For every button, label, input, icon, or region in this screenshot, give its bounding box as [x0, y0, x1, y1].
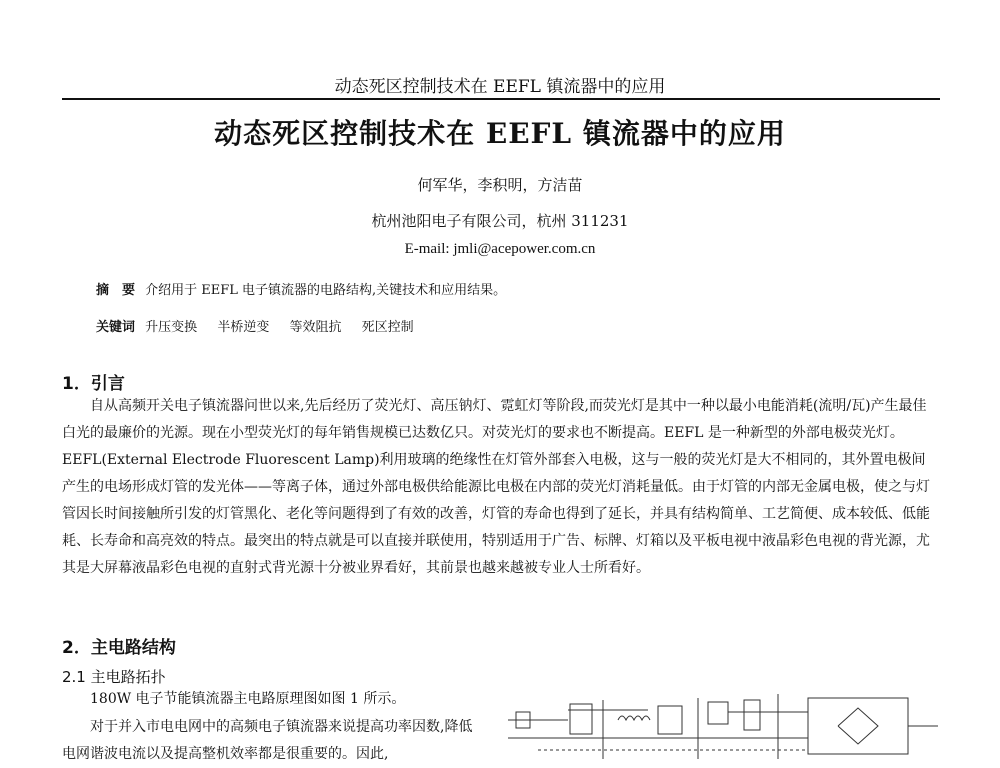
running-head: 动态死区控制技术在 EEFL 镇流器中的应用	[334, 77, 666, 97]
section-1-heading: 1．引言	[62, 374, 125, 394]
keyword: 等效阻抗	[289, 320, 342, 335]
header-rule	[62, 98, 940, 100]
circuit-component	[570, 704, 592, 734]
circuit-component	[658, 706, 682, 734]
abstract	[96, 279, 506, 298]
section-2-1-heading: 2.1 主电路拓扑	[62, 668, 166, 686]
circuit-component	[708, 702, 728, 724]
section-2-1-paragraph-2: 对于并入市电电网中的高频电子镇流器来说提高功率因数,降低电网谐波电流以及提高整机效率都是很重要的。因此,	[62, 719, 473, 762]
keyword: 死区控制	[361, 320, 414, 335]
authors: 何军华，李积明，方洁苗	[417, 176, 583, 194]
bridge-diamond	[838, 708, 878, 744]
email: E-mail: jmli@acepower.com.cn	[404, 241, 596, 257]
abstract-text: 介绍用于 EEFL 电子镇流器的电路结构,关键技术和应用结果。	[145, 283, 507, 298]
keyword: 升压变换	[145, 320, 198, 335]
circuit-component	[744, 700, 760, 730]
keywords	[96, 316, 430, 335]
keyword: 半桥逆变	[217, 320, 270, 335]
affiliation: 杭州池阳电子有限公司，杭州 311231	[371, 212, 629, 230]
circuit-diagram-figure	[508, 690, 938, 759]
inductor-coil	[618, 716, 650, 720]
bridge-rectangle	[808, 698, 908, 754]
keywords-label: 关键词	[96, 320, 136, 335]
section-1-paragraph: 自从高频开关电子镇流器问世以来,先后经历了荧光灯、高压钠灯、霓虹灯等阶段,而荧光灯是其中一种以最小电能消耗(流明/瓦)产生最佳白光的最廉价的光源。现在小型荧光灯的每年销售规模已达数亿只。对荧光灯的要求也不断提高。EEFL 是一种新型的外部电极荧光灯。EEFL(External Electrode Fluorescent Lamp)利用玻璃的绝缘性在灯管外部套入电极，这与一般的荧光灯是大不相同的，其外置电极间产生的电场形成灯管的发光体——等离子体，通过外部电极供给能源比电极在内部的荧光灯消耗量低。由于灯管的内部无金属电极，使之与灯管因长时间接触所引发的灯管黑化、老化等问题得到了有效的改善，灯管的寿命也得到了延长，并具有结构简单、工艺简便、成本较低、低能耗、长寿命和高亮效的特点。最突出的特点就是可以直接并联使用，特别适用于广告、标牌、灯箱以及平板电视中液晶彩色电视的背光源，尤其是大屏幕液晶彩色电视的直射式背光源十分被业界看好，其前景也越来越被专业人士所看好。	[62, 398, 930, 576]
paper-title: 动态死区控制技术在 EEFL 镇流器中的应用	[214, 117, 786, 150]
section-2-1-paragraph-1: 180W 电子节能镇流器主电路原理图如图 1 所示。	[90, 691, 406, 707]
section-2-heading: 2．主电路结构	[62, 638, 176, 658]
abstract-label: 摘 要	[96, 283, 136, 298]
